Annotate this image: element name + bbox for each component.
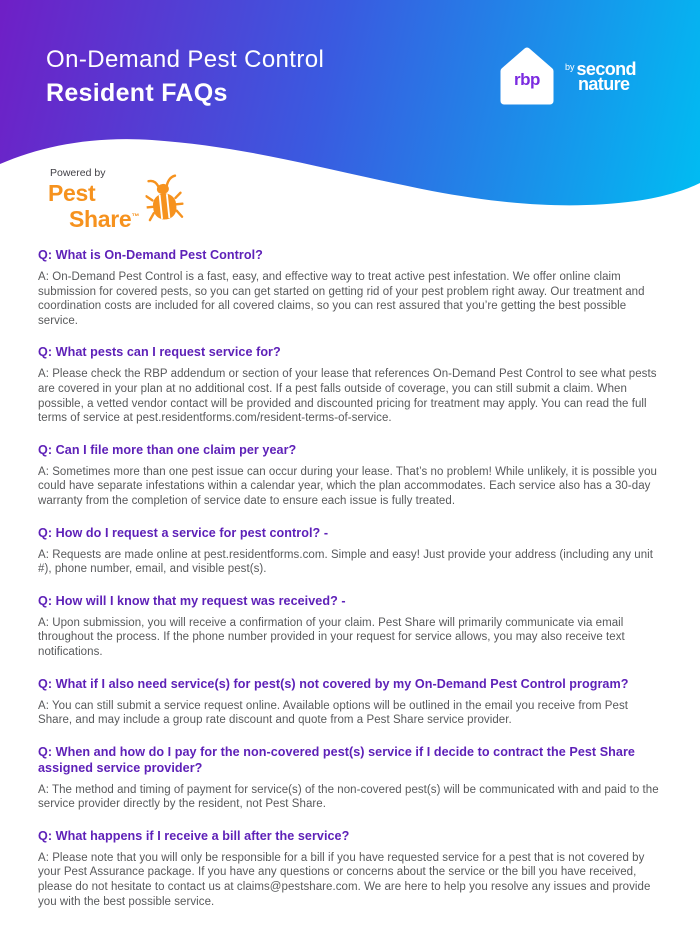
share-word: Share	[69, 206, 132, 232]
faq-question: Q: What happens if I receive a bill after the service?	[38, 828, 350, 843]
faq-answer: A: Please note that you will only be responsible for a bill if you have requested service for a pest that is not covered by your Pest Assurance package. If you have any questions or concerns about the service or the bill you have received, please do not hesitate to contact us at claims@pestshare.com. We are here to help you resolve any issues and provide you with the best possible service.	[38, 851, 651, 908]
faq-answer: A: Sometimes more than one pest issue can occur during your lease. That’s no problem! While unlikely, it is possible you could have separate infestations within a calendar year, which the plan accommodates. Each service also has a 30-day warranty from the completion of service date to ensure each issue is fully treated.	[38, 465, 657, 507]
page-title: On-Demand Pest Control	[46, 46, 325, 73]
faq-list	[38, 247, 665, 925]
faq-question: Q: What is On-Demand Pest Control?	[38, 248, 263, 262]
faq-answer: A: The method and timing of payment for service(s) of the non-covered pest(s) will be communicated with and paid to the service provider directly by the resident, not Pest Share.	[38, 783, 659, 811]
faq-question: Q: How will I know that my request was received? -	[38, 593, 346, 608]
faq-answer: A: Requests are made online at pest.residentforms.com. Simple and easy! Just provide your address (including any unit #), phone number, email, and visible pest(s).	[38, 548, 654, 576]
trademark-symbol: ™	[131, 212, 140, 221]
brand-word-nature: nature	[578, 74, 630, 94]
faq-item	[38, 593, 665, 660]
faq-answer: A: Upon submission, you will receive a confirmation of your claim. Pest Share will primarily communicate via email throughout the process. If the phone number provided in your request for service allows, you may also receive text notifications.	[38, 616, 625, 658]
faq-question: Q: How do I request a service for pest control? -	[38, 525, 329, 540]
rbp-logo-text: rbp	[514, 70, 540, 89]
by-label: by	[565, 62, 575, 72]
faq-item	[38, 525, 665, 577]
page-subtitle: Resident FAQs	[46, 79, 228, 107]
faq-item	[38, 676, 665, 728]
faq-question: Q: When and how do I pay for the non-covered pest(s) service if I decide to contract the Pest Share assigned service provider?	[38, 744, 635, 775]
pest-word: Pest	[48, 180, 96, 206]
faq-answer: A: On-Demand Pest Control is a fast, easy, and effective way to treat active pest infestation. We offer online claim submission for covered pests, so you can get started on getting rid of your pest problem right away. Our treatment and coordination costs are included for all covered claims, so you can rest assured that you’re getting the best possible service.	[38, 271, 645, 327]
faq-question: Q: Can I file more than one claim per year?	[38, 442, 297, 457]
faq-item	[38, 247, 665, 328]
powered-by-label: Powered by	[50, 167, 106, 179]
faq-item	[38, 344, 665, 425]
faq-item	[38, 442, 665, 509]
brand-word-second: second	[576, 59, 636, 79]
faq-item	[38, 828, 665, 909]
faq-question: Q: What if I also need service(s) for pest(s) not covered by my On-Demand Pest Control program?	[38, 676, 629, 691]
faq-answer: A: You can still submit a service request online. Available options will be outlined in the email you receive from Pest Share, and may include a group rate discount and quote from a Pest Share service provider.	[38, 699, 629, 727]
pest-share-wordmark	[48, 182, 139, 231]
bug-icon	[144, 173, 186, 227]
faq-answer: A: Please check the RBP addendum or section of your lease that references On-Demand Pest Control to see what pests are covered in your plan at no additional cost. If a pest falls outside of coverage, you can still submit a claim. When possible, a vetted vendor contact will be provided and discounted pricing for treatment may apply. You can read the full terms of service at pest.residentforms.com/resident-terms-of-service.	[38, 368, 657, 425]
pest-share-logo	[48, 167, 183, 231]
faq-question: Q: What pests can I request service for?	[38, 345, 281, 360]
faq-item	[38, 744, 665, 812]
